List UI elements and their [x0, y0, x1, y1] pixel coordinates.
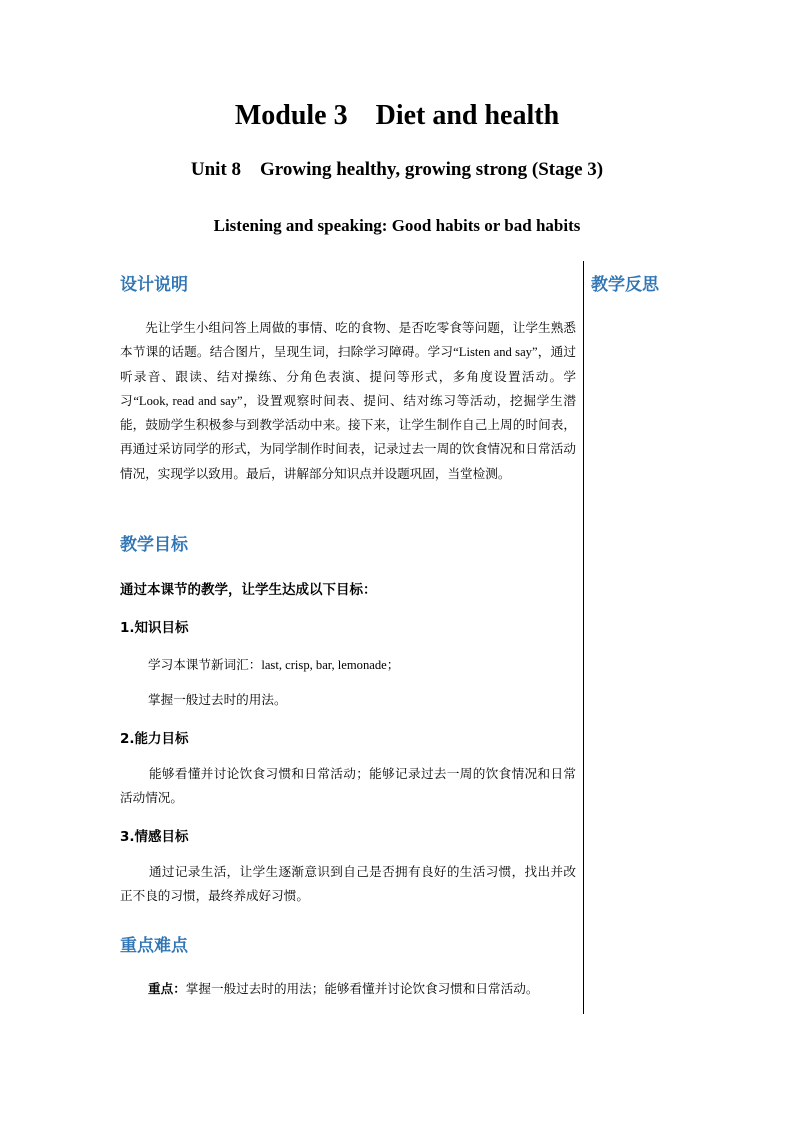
emotion-goal-label: 3.情感目标 [120, 829, 189, 845]
keypoints-body: 掌握一般过去时的用法；能够看懂并讨论饮食习惯和日常活动。 [185, 982, 539, 996]
reflection-heading: 教学反思 [591, 275, 659, 295]
knowledge-goal-label: 1.知识目标 [120, 620, 189, 636]
lesson-subtitle: Listening and speaking: Good habits or bad habits [213, 216, 581, 235]
ability-goal-body: 能够看懂并讨论饮食习惯和日常活动；能够记录过去一周的饮食情况和日常活动情况。 [120, 767, 576, 805]
design-paragraph: 先让学生小组问答上周做的事情、吃的食物、是否吃零食等问题，让学生熟悉本节课的话题。结合图片，呈现生词，扫除学习障碍。学习“Listen and say”，通过听录音、跟读、结对操练、分角色表演、提问等形式，多角度设置活动。学习“Look, read and say”，设置观察时间表、提问、结对练习等活动，挖掘学生潜能，鼓励学生积极参与到教学活动中来。接下来，让学生制作自己上周的时间表，再通过采访同学的形式，为同学制作时间表，记录过去一周的饮食情况和日常活动情况，实现学以致用。最后，讲解部分知识点并设题巩固，当堂检测。 [120, 321, 576, 481]
ability-goal-label: 2.能力目标 [120, 731, 189, 747]
keypoints-line [148, 978, 538, 997]
design-heading: 设计说明 [120, 275, 188, 295]
goals-intro: 通过本课节的教学，让学生达成以下目标： [120, 582, 377, 598]
column-divider [583, 261, 584, 1014]
knowledge-goal-line-1: 学习本课节新词汇：last, crisp, bar, lemonade； [148, 658, 400, 672]
keypoints-heading: 重点难点 [120, 936, 188, 956]
keypoints-label: 重点： [148, 981, 186, 996]
unit-subtitle: Unit 8 Growing healthy, growing strong (Stage 3) [190, 159, 604, 180]
page-title: Module 3 Diet and health [234, 100, 560, 131]
knowledge-goal-line-2: 掌握一般过去时的用法。 [148, 693, 287, 707]
goals-heading: 教学目标 [120, 535, 188, 555]
emotion-goal-body: 通过记录生活，让学生逐渐意识到自己是否拥有良好的生活习惯，找出并改正不良的习惯，最终养成好习惯。 [120, 865, 576, 903]
